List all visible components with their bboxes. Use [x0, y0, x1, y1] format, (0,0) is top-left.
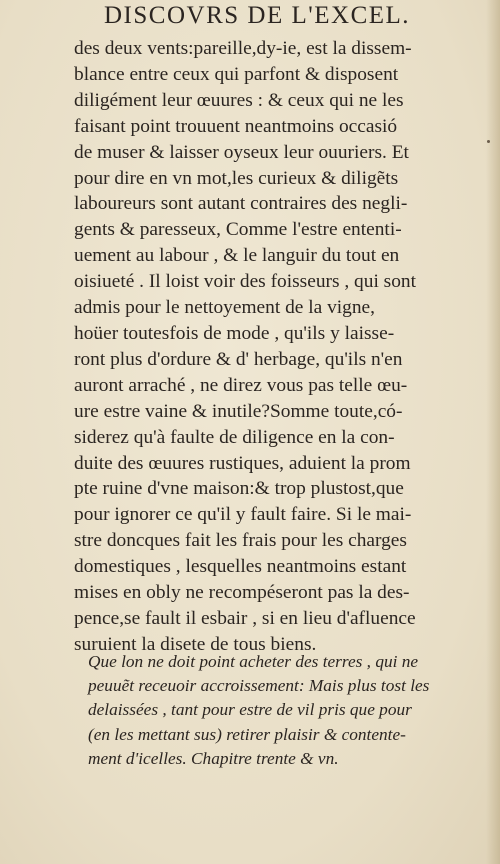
text-line: admis pour le nettoyement de la vigne,: [74, 297, 376, 319]
page-edge-shadow: [486, 0, 500, 864]
text-line: de muser & laisser oyseux leur ouuriers. Et: [74, 141, 409, 163]
text-line: stre doncques fait les frais pour les charges: [74, 530, 407, 552]
text-line: faisant point trouuent neantmoins occasió: [74, 115, 398, 137]
summary-line: peuuẽt receuoir accroissement: Mais plus tost les: [88, 676, 430, 696]
text-line: suruient la disete de tous biens.: [74, 633, 317, 655]
text-line: pte ruine d'vne maison:& trop plustost,que: [74, 478, 404, 500]
text-line: des deux vents:pareille,dy-ie, est la dissem-: [74, 38, 412, 59]
chapter-summary: [88, 650, 478, 771]
text-line: laboureurs sont autant contraires des negli-: [74, 193, 408, 215]
text-line: pour ignorer ce qu'il y fault faire. Si le mai-: [74, 504, 412, 526]
text-line: siderez qu'à faulte de diligence en la con-: [74, 426, 395, 448]
text-line: blance entre ceux qui parfont & disposent: [74, 63, 399, 85]
text-line: pence,se fault il esbair , si en lieu d'afluence: [74, 607, 416, 629]
text-line: auront arraché , ne direz vous pas telle œu-: [74, 374, 408, 396]
summary-line: delaissées , tant pour estre de vil pris que pour: [88, 700, 412, 720]
summary-line: ment d'icelles. Chapitre trente & vn.: [88, 748, 339, 768]
text-line: diligément leur œuures : & ceux qui ne les: [74, 89, 404, 111]
text-line: ure estre vaine & inutile?Somme toute,có-: [74, 400, 403, 422]
body-text: [74, 36, 472, 658]
text-line: domestiques , lesquelles neantmoins estant: [74, 556, 407, 578]
text-line: hoüer toutesfois de mode , qu'ils y laisse-: [74, 322, 395, 344]
text-line: duite des œuures rustiques, aduient la prom: [74, 452, 411, 474]
text-line: oisiueté . Il loist voir des foisseurs , qui sont: [74, 271, 417, 293]
text-line: mises en obly ne recompéseront pas la des-: [74, 582, 410, 604]
summary-line: Que lon ne doit point acheter des terres , qui ne: [88, 652, 419, 671]
text-line: pour dire en vn mot,les curieux & diligẽts: [74, 167, 399, 189]
text-line: gents & paresseux, Comme l'estre ententi-: [74, 219, 402, 241]
text-line: uement au labour , & le languir du tout en: [74, 245, 400, 267]
running-head: DISCOVRS DE L'EXCEL.: [104, 2, 411, 29]
ink-speck: [487, 140, 490, 143]
text-line: ront plus d'ordure & d' herbage, qu'ils n'en: [74, 348, 403, 370]
summary-line: (en les mettant sus) retirer plaisir & contente-: [88, 724, 406, 744]
